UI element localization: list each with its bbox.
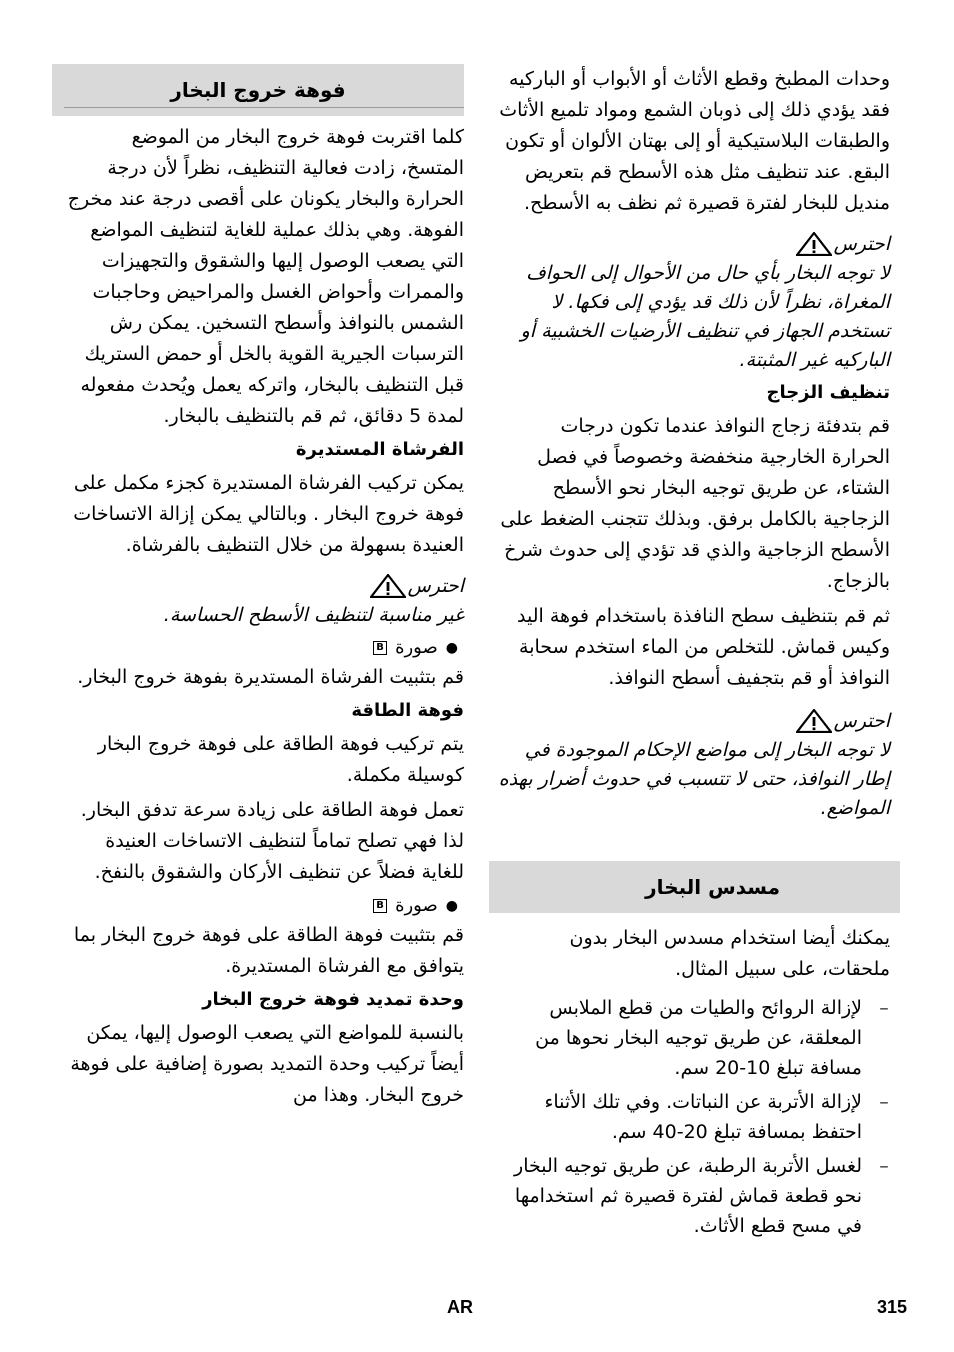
caution-text: غير مناسبة لتنظيف الأسطح الحساسة. — [163, 604, 464, 626]
round-brush-heading: الفرشاة المستديرة — [295, 439, 464, 460]
power-nozzle-paragraph-2: تعمل فوهة الطاقة على زيادة سرعة تدفق البخار. لذا فهي تصلح تماماً لتنظيف الاتساخات العنيدة للغاية فضلاً عن تنظيف الأركان والشقوق بالنفخ. — [80, 799, 464, 883]
list-item-text: لإزالة الأتربة عن النباتات. وفي تلك الأثناء احتفظ بمسافة تبلغ 20-40 سم. — [544, 1091, 862, 1143]
caution-title — [497, 706, 890, 736]
round-brush-instruction: قم بتثبيت الفرشاة المستديرة بفوهة خروج البخار. — [77, 666, 464, 688]
warning-icon — [796, 232, 832, 256]
glass-paragraph-2: ثم قم بتنظيف سطح النافذة باستخدام فوهة اليد وكيس قماش. للتخلص من الماء استخدم سحابة النوافذ أو قم بتجفيف أسطح النوافذ. — [517, 605, 890, 689]
bullet-icon: ● — [445, 640, 458, 656]
caution-title — [497, 229, 890, 259]
glass-paragraph-1: قم بتدفئة زجاج النوافذ عندما تكون درجات الحرارة الخارجية منخفضة وخصوصاً في فصل الشتاء، عن طريق توجيه البخار نحو الأسطح الزجاجية بالكامل برفق. وبذلك تتجنب الضغط على الأسطح الزجاجية والذي قد تؤدي إلى حدوث شرخ بالزجاج. — [500, 415, 890, 592]
caution-title-text: احترس — [833, 233, 890, 255]
figure-reference — [66, 634, 464, 662]
caution-text: لا توجه البخار إلى مواضع الإحكام الموجودة في إطار النوافذ، حتى لا تتسبب في حدوث أضرار بهذه المواضع. — [498, 739, 890, 819]
power-nozzle-instruction: قم بتثبيت فوهة الطاقة على فوهة خروج البخار بما يتوافق مع الفرشاة المستديرة. — [73, 924, 464, 977]
extension-paragraph: بالنسبة للمواضع التي يصعب الوصول إليها، يمكن أيضاً تركيب وحدة التمديد بصورة إضافية على فوهة خروج البخار. وهذا من — [70, 1022, 464, 1106]
caution-text: لا توجه البخار بأي حال من الأحوال إلى الحواف المغراة، نظراً لأن ذلك قد يؤدي إلى فكها. لا تستخدم الجهاز في تنظيف الأرضيات الخشبية أو الباركيه غير المثبتة. — [520, 262, 890, 371]
left-body — [52, 122, 464, 1111]
intro-paragraph: وحدات المطبخ وقطع الأثاث أو الأبواب أو الباركيه فقد يؤدي ذلك إلى ذوبان الشمع ومواد تلميع الأثاث والطبقات البلاستيكية أو إلى بهتان الألوان أو تكون البقع. عند تنظيف مثل هذه الأسطح قم بتعريض منديل للبخار لفترة قصيرة ثم نظف به الأسطح. — [499, 68, 890, 214]
caution-block — [497, 706, 890, 823]
list-item — [497, 993, 890, 1083]
figure-b-icon: B — [373, 641, 387, 655]
nozzle-header — [52, 64, 464, 116]
power-nozzle-heading: فوهة الطاقة — [351, 700, 464, 721]
warning-icon — [370, 574, 406, 598]
power-nozzle-paragraph-1: يتم تركيب فوهة الطاقة على فوهة خروج البخار كوسيلة مكملة. — [97, 733, 464, 786]
right-column — [497, 60, 890, 1245]
dash-marker: – — [879, 997, 889, 1019]
caution-title-text: احترس — [833, 710, 890, 732]
steam-gun-header — [489, 861, 900, 913]
caution-block — [497, 229, 890, 375]
nozzle-paragraph: كلما اقتربت فوهة خروج البخار من الموضع المتسخ، زادت فعالية التنظيف، نظراً لأن درجة الحرارة والبخار يكونان على أقصى درجة عند مخرج الفوهة. وهي بذلك عملية للغاية لتنظيف المواضع التي يصعب الوصول إليها والشقوق والتجهيزات والممرات وأحواض الغسل والمراحيض وحاجبات الشمس بالنوافذ وأسطح التسخين. يمكن رش الترسبات الجيرية القوية بالخل أو حمض الستريك قبل التنظيف بالبخار، واتركه يعمل ويُحدث مفعوله لمدة 5 دقائق، ثم قم بالتنظيف بالبخار. — [67, 126, 464, 427]
caution-title — [66, 571, 464, 601]
caution-title-text: احترس — [407, 575, 464, 597]
caution-block — [66, 571, 464, 630]
nozzle-header-text: فوهة خروج البخار — [170, 78, 346, 102]
warning-icon — [796, 709, 832, 733]
figure-label: صورة — [395, 637, 438, 658]
dash-marker: – — [879, 1091, 889, 1113]
list-item-text: لإزالة الروائح والطيات من قطع الملابس المعلقة، عن طريق توجيه البخار نحوها من مسافة تبلغ 10-20 سم. — [535, 997, 862, 1079]
extension-heading: وحدة تمديد فوهة خروج البخار — [202, 989, 464, 1010]
steam-gun-paragraph: يمكنك أيضا استخدام مسدس البخار بدون ملحقات، على سبيل المثال. — [569, 927, 890, 980]
round-brush-paragraph: يمكن تركيب الفرشاة المستديرة كجزء مكمل على فوهة خروج البخار . وبالتالي يمكن إزالة الاتساخات العنيدة بسهولة من خلال التنظيف بالفرشاة. — [73, 472, 464, 556]
steam-gun-header-text: مسدس البخار — [645, 875, 780, 899]
list-item-text: لغسل الأتربة الرطبة، عن طريق توجيه البخار نحو قطعة قماش لفترة قصيرة ثم استخدامها في مسح قطع الأثاث. — [514, 1155, 862, 1237]
bullet-icon: ● — [445, 898, 458, 914]
left-column — [52, 60, 464, 1111]
list-item — [497, 1151, 890, 1241]
figure-b-icon: B — [373, 899, 387, 913]
language-code: AR — [447, 1297, 473, 1317]
page-number: 315 — [877, 1297, 908, 1317]
dash-marker: – — [879, 1155, 889, 1177]
figure-reference — [66, 892, 464, 920]
glass-heading: تنظيف الزجاج — [766, 382, 890, 403]
list-item — [497, 1087, 890, 1147]
figure-label: صورة — [395, 895, 438, 916]
steam-gun-list — [497, 993, 890, 1241]
header-divider — [64, 107, 464, 108]
